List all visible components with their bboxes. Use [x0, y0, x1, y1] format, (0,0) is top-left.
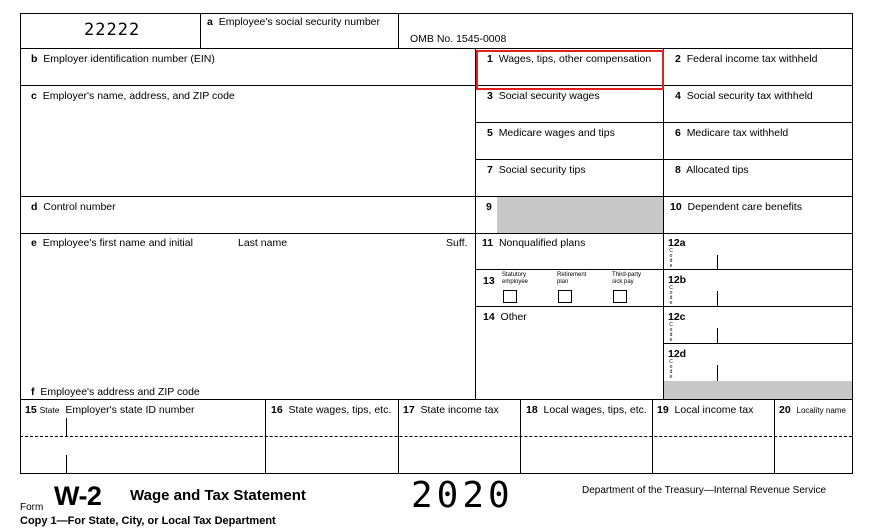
box-17-label: 17 State income tax [403, 404, 499, 416]
box-7-label: 7 Social security tips [487, 164, 586, 176]
box-12b-label: 12b [668, 274, 687, 286]
box-12d-label: 12d [668, 348, 687, 360]
box-4-label: 4 Social security tax withheld [675, 90, 813, 102]
box-17-field[interactable] [399, 418, 519, 436]
box-15-state-field[interactable] [21, 418, 65, 436]
box-10-field[interactable] [664, 215, 851, 233]
box-12c-field[interactable] [719, 325, 851, 343]
box-a-ssn-field[interactable] [201, 30, 397, 48]
box-c-employer-field[interactable] [21, 103, 474, 196]
box-5-field[interactable] [476, 141, 662, 159]
form-word: Form [20, 502, 44, 513]
box-1-field[interactable] [478, 67, 661, 85]
form-name: W-2 [54, 481, 102, 511]
omb-number: OMB No. 1545-0008 [410, 33, 507, 45]
copy-text: Copy 1—For State, City, or Local Tax Department [20, 515, 276, 527]
box-f-address-field[interactable] [21, 300, 474, 384]
box-15-id-field[interactable] [67, 418, 264, 436]
box-18-label: 18 Local wages, tips, etc. [526, 404, 647, 416]
box-12d-shading [664, 381, 852, 399]
box-16-label: 16 State wages, tips, etc. [271, 404, 392, 416]
box-12a-field[interactable] [719, 251, 851, 269]
box-f-label: f Employee's address and ZIP code [31, 386, 200, 398]
box-9-label: 9 [486, 201, 492, 213]
box-d-label: d Control number [31, 201, 116, 213]
box-b-ein-field[interactable] [21, 66, 474, 85]
box-13-label: 13 [483, 275, 495, 287]
box-3-field[interactable] [476, 104, 662, 122]
box-12c-label: 12c [668, 311, 686, 323]
retirement-plan-caption: Retirement plan [557, 272, 587, 285]
box-4-field[interactable] [664, 104, 851, 122]
box-2-field[interactable] [664, 67, 851, 85]
statutory-employee-checkbox[interactable] [503, 290, 517, 303]
box-19-label: 19 Local income tax [657, 404, 754, 416]
form-code: 22222 [84, 20, 141, 40]
box-e-employee-name-field[interactable] [21, 251, 474, 301]
tax-year: 2020 [411, 475, 514, 516]
department-text: Department of the Treasury—Internal Revenue Service [582, 485, 827, 496]
box-e-suffix: Suff. [446, 237, 468, 249]
box-e-last-name: Last name [238, 237, 288, 249]
box-8-field[interactable] [664, 178, 851, 196]
box-12b-field[interactable] [719, 288, 851, 306]
retirement-plan-checkbox[interactable] [558, 290, 572, 303]
box-11-label: 11 Nonqualified plans [482, 237, 586, 249]
box-20-label: 20 Locality name [779, 404, 846, 416]
box-11-field[interactable] [476, 251, 662, 269]
box-20-field[interactable] [775, 418, 851, 436]
box-a-label: a Employee's social security number [207, 16, 381, 28]
box-7-field[interactable] [476, 178, 662, 196]
box-d-control-field[interactable] [21, 214, 474, 233]
box-6-label: 6 Medicare tax withheld [675, 127, 789, 139]
box-14-field[interactable] [476, 325, 662, 398]
third-party-sick-pay-caption: Third-party sick pay [612, 272, 642, 285]
statutory-employee-caption: Statutory employee [502, 272, 529, 285]
box-14-label: 14 Other [483, 311, 527, 323]
box-12a-label: 12a [668, 237, 686, 249]
box-e-label: e Employee's first name and initial [31, 237, 193, 249]
box-8-label: 8 Allocated tips [675, 164, 749, 176]
box-5-label: 5 Medicare wages and tips [487, 127, 615, 139]
box-10-label: 10 Dependent care benefits [670, 201, 802, 213]
box-c-label: c Employer's name, address, and ZIP code [31, 90, 235, 102]
box-18-field[interactable] [521, 418, 651, 436]
box-3-label: 3 Social security wages [487, 90, 600, 102]
box-b-label: b Employer identification number (EIN) [31, 53, 215, 65]
box-19-field[interactable] [653, 418, 773, 436]
box-1-label: 1 Wages, tips, other compensation [487, 53, 652, 65]
form-title: Wage and Tax Statement [130, 487, 306, 504]
box-16-field[interactable] [266, 418, 397, 436]
box-12d-field[interactable] [719, 362, 851, 380]
third-party-sick-pay-checkbox[interactable] [613, 290, 627, 303]
box-6-field[interactable] [664, 141, 851, 159]
box-15-label: 15 State Employer's state ID number [25, 404, 195, 416]
box-2-label: 2 Federal income tax withheld [675, 53, 818, 65]
box-9-shading [497, 197, 663, 234]
